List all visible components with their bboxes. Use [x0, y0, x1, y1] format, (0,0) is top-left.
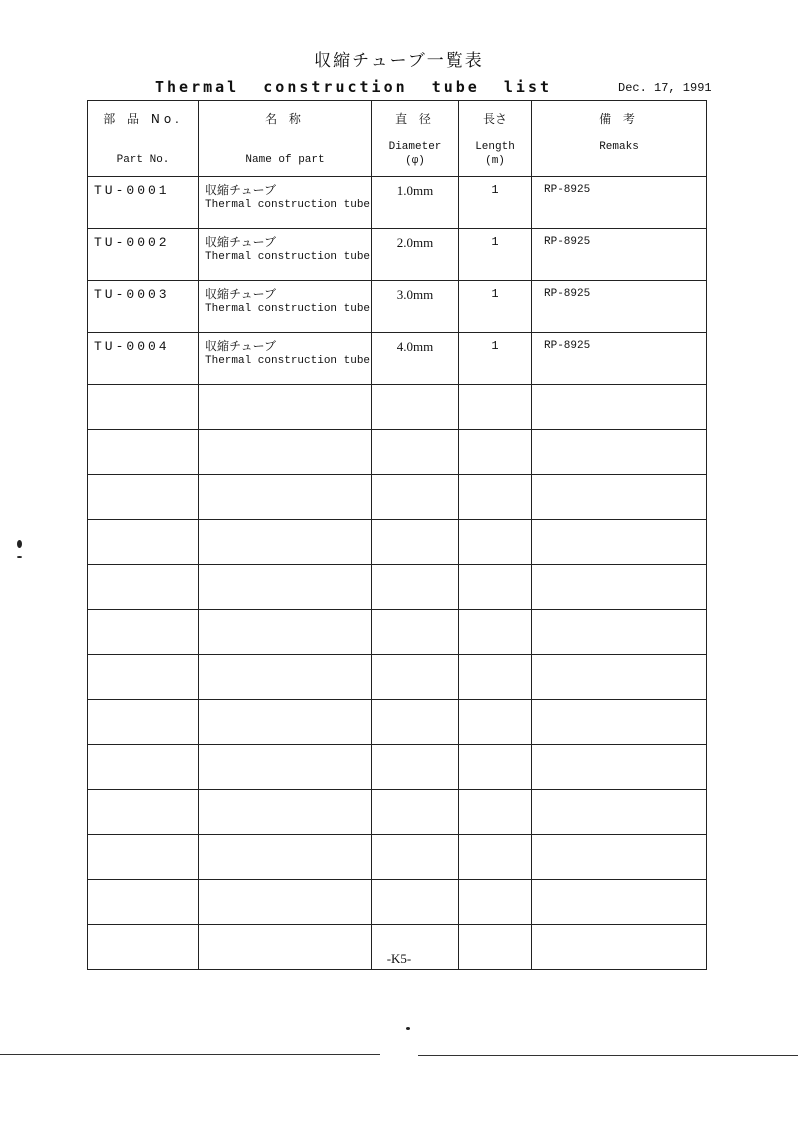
- empty-cell: [88, 700, 199, 745]
- empty-cell: [199, 745, 372, 790]
- empty-cell: [459, 655, 532, 700]
- table-row-empty: [88, 745, 707, 790]
- empty-cell: [459, 430, 532, 475]
- empty-cell: [459, 565, 532, 610]
- header-diameter-unit: (φ): [405, 155, 425, 167]
- empty-cell: [199, 475, 372, 520]
- remarks-value: RP-8925: [532, 177, 707, 229]
- length-value: 1: [459, 333, 532, 385]
- empty-cell: [199, 700, 372, 745]
- header-name: [199, 101, 372, 177]
- remarks-value: RP-8925: [532, 281, 707, 333]
- scan-speck: [17, 556, 22, 558]
- empty-cell: [532, 835, 707, 880]
- empty-cell: [88, 430, 199, 475]
- diameter-value: 4.0mm: [372, 333, 459, 385]
- header-part-no-jp: 部 品 No.: [103, 112, 183, 126]
- scan-speck: [17, 540, 22, 548]
- part-name-en: Thermal construction tube: [205, 251, 371, 263]
- empty-cell: [88, 655, 199, 700]
- remarks-value: RP-8925: [532, 229, 707, 281]
- empty-cell: [459, 700, 532, 745]
- table-row-empty: [88, 385, 707, 430]
- empty-cell: [372, 430, 459, 475]
- header-length-en: Length: [475, 141, 515, 153]
- empty-cell: [532, 700, 707, 745]
- part-name: [199, 281, 372, 333]
- empty-cell: [372, 700, 459, 745]
- table-row: [88, 229, 707, 281]
- length-value: 1: [459, 177, 532, 229]
- table-row-empty: [88, 700, 707, 745]
- table-row-empty: [88, 655, 707, 700]
- empty-cell: [199, 385, 372, 430]
- part-name-jp: 収縮チューブ: [205, 235, 277, 249]
- part-number: TU-0003: [88, 281, 199, 333]
- part-name-jp: 収縮チューブ: [205, 339, 277, 353]
- bottom-rule-right: [418, 1055, 798, 1056]
- header-part-no-en: Part No.: [116, 154, 170, 166]
- empty-cell: [372, 475, 459, 520]
- empty-cell: [199, 430, 372, 475]
- empty-cell: [459, 475, 532, 520]
- header-diameter: [372, 101, 459, 177]
- table-row-empty: [88, 520, 707, 565]
- header-diameter-jp: 直 径: [395, 112, 435, 126]
- empty-cell: [459, 880, 532, 925]
- empty-cell: [372, 385, 459, 430]
- empty-cell: [532, 565, 707, 610]
- table-row-empty: [88, 565, 707, 610]
- table-row-empty: [88, 475, 707, 520]
- empty-cell: [459, 610, 532, 655]
- empty-cell: [532, 745, 707, 790]
- empty-cell: [199, 835, 372, 880]
- header-length: [459, 101, 532, 177]
- part-name-jp: 収縮チューブ: [205, 183, 277, 197]
- empty-cell: [532, 475, 707, 520]
- header-remarks-en: Remaks: [599, 141, 639, 153]
- empty-cell: [459, 385, 532, 430]
- empty-cell: [88, 880, 199, 925]
- empty-cell: [88, 385, 199, 430]
- page-title-english: Thermal construction tube list: [155, 78, 553, 96]
- diameter-value: 1.0mm: [372, 177, 459, 229]
- empty-cell: [372, 610, 459, 655]
- parts-table: [87, 100, 707, 970]
- table-row-empty: [88, 790, 707, 835]
- empty-cell: [372, 520, 459, 565]
- empty-cell: [372, 835, 459, 880]
- empty-cell: [459, 520, 532, 565]
- part-number: TU-0001: [88, 177, 199, 229]
- empty-cell: [372, 790, 459, 835]
- empty-cell: [88, 520, 199, 565]
- empty-cell: [459, 790, 532, 835]
- header-part-no: [88, 101, 199, 177]
- empty-cell: [199, 880, 372, 925]
- header-diameter-en: Diameter: [388, 141, 442, 153]
- empty-cell: [372, 745, 459, 790]
- part-name-jp: 収縮チューブ: [205, 287, 277, 301]
- part-name: [199, 177, 372, 229]
- page-title-japanese: 収縮チューブ一覧表: [314, 51, 484, 71]
- part-name-en: Thermal construction tube: [205, 355, 371, 367]
- empty-cell: [532, 385, 707, 430]
- header-length-jp: 長さ: [482, 112, 507, 126]
- part-number: TU-0002: [88, 229, 199, 281]
- header-name-jp: 名 称: [265, 112, 305, 126]
- empty-cell: [532, 430, 707, 475]
- part-name-en: Thermal construction tube: [205, 199, 371, 211]
- length-value: 1: [459, 281, 532, 333]
- diameter-value: 3.0mm: [372, 281, 459, 333]
- length-value: 1: [459, 229, 532, 281]
- bottom-rule-left: [0, 1054, 380, 1055]
- empty-cell: [199, 565, 372, 610]
- part-name: [199, 229, 372, 281]
- empty-cell: [88, 565, 199, 610]
- table-row: [88, 177, 707, 229]
- empty-cell: [532, 520, 707, 565]
- part-number: TU-0004: [88, 333, 199, 385]
- header-remarks-jp: 備 考: [599, 112, 639, 126]
- empty-cell: [88, 610, 199, 655]
- header-remarks: [532, 101, 707, 177]
- table-row: [88, 281, 707, 333]
- empty-cell: [372, 565, 459, 610]
- table-row-empty: [88, 430, 707, 475]
- empty-cell: [532, 655, 707, 700]
- remarks-value: RP-8925: [532, 333, 707, 385]
- table-header-row: [88, 101, 707, 177]
- empty-cell: [199, 790, 372, 835]
- empty-cell: [532, 790, 707, 835]
- page-number: -K5-: [386, 951, 412, 966]
- document-date: Dec. 17, 1991: [618, 81, 712, 95]
- empty-cell: [372, 880, 459, 925]
- empty-cell: [372, 655, 459, 700]
- empty-cell: [88, 790, 199, 835]
- table-row-empty: [88, 835, 707, 880]
- diameter-value: 2.0mm: [372, 229, 459, 281]
- empty-cell: [532, 610, 707, 655]
- empty-cell: [88, 835, 199, 880]
- header-name-en: Name of part: [245, 154, 325, 166]
- empty-cell: [88, 475, 199, 520]
- empty-cell: [199, 520, 372, 565]
- empty-cell: [459, 745, 532, 790]
- empty-cell: [199, 655, 372, 700]
- empty-cell: [532, 880, 707, 925]
- empty-cell: [199, 610, 372, 655]
- header-length-unit: (m): [485, 155, 505, 167]
- empty-cell: [459, 835, 532, 880]
- table-row: [88, 333, 707, 385]
- table-row-empty: [88, 610, 707, 655]
- table-row-empty: [88, 880, 707, 925]
- part-name: [199, 333, 372, 385]
- scan-speck: [406, 1027, 410, 1030]
- empty-cell: [88, 745, 199, 790]
- part-name-en: Thermal construction tube: [205, 303, 371, 315]
